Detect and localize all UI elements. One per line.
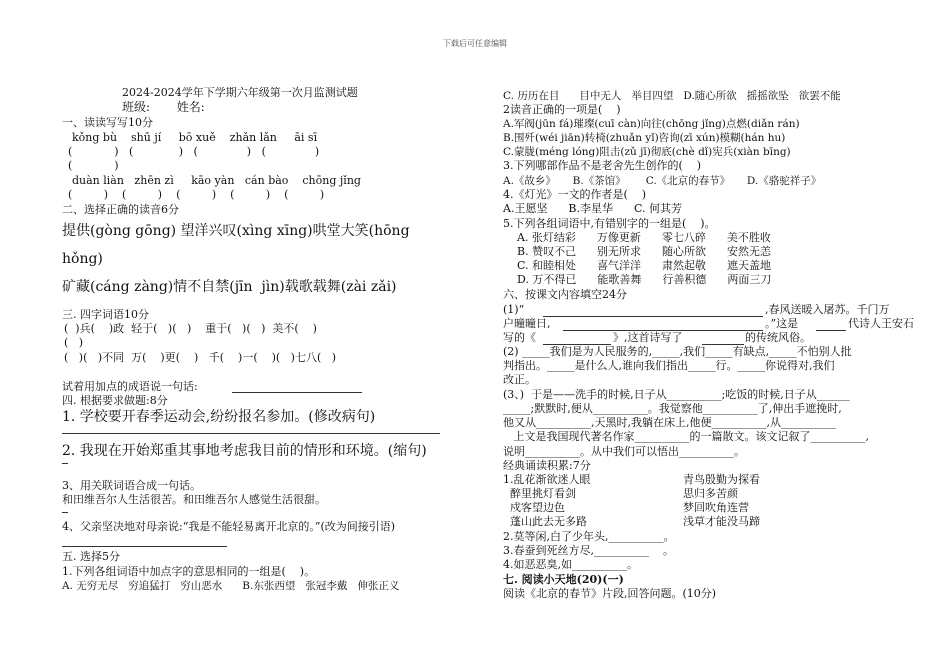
- question-5-1-options: A. 无穷无尽 穷追猛打 穷山恶水 B.东张西望 张冠李戴 伸张正义: [62, 580, 400, 592]
- answer-line: [62, 463, 68, 464]
- q5-5-option-a: A. 张灯结彩 万像更新 零七八碎 美不胜收: [503, 231, 771, 244]
- q5-2-option-c: C.蒙胧(méng lóng)阻击(zǔ jī)彻底(chè dǐ)宪兵(xiàn bīng): [503, 146, 791, 158]
- classics-title: 经典诵读积累:7分: [503, 459, 591, 472]
- q5-4-options: A.王愿坚 B.李星华 C. 何其芳: [503, 202, 682, 215]
- answer-line: [232, 392, 362, 393]
- poem-fill-4: 4.如恶恶臭,如__________。: [503, 558, 638, 571]
- poem-line-left: 醉里挑灯看剑: [503, 487, 576, 500]
- idiom-line-1: ( )兵( )政 轻于( )( ) 重于( )( ) 美不( ): [64, 322, 317, 335]
- fill-6-1-line3: 写的《: [503, 331, 536, 344]
- answer-line: [62, 433, 440, 434]
- question-4-3b: 和田维吾尔人生活很苦。和田维吾尔人感觉生活很甜。: [62, 493, 326, 506]
- poem-fill-3: 3.春蚕到死丝方尽,__________ 。: [503, 544, 674, 557]
- section-6-title: 六、按课文内容填空24分: [503, 288, 627, 301]
- question-5-4: 4.《灯光》一文的作者是( ): [503, 188, 647, 201]
- q5-5-option-d: D. 万不得已 能歌善舞 行善积德 两面三刀: [503, 273, 772, 286]
- fill-6-3-line2: _____;默默时,便从__________。我觉察他__________了,伸出手遮挽时,: [503, 402, 842, 415]
- fill-6-1-line3-end: 的传统风俗。: [745, 331, 811, 344]
- reading-instruction: 阅读《北京的春节》片段,回答问题。(10分): [503, 587, 717, 600]
- question-4-1: 1. 学校要开春季运动会,纷纷报名参加。(修改病句): [62, 409, 376, 425]
- fill-6-3-line3: 他又从__________,天黑时,我躺在床上,他便__________,从__________: [503, 416, 836, 429]
- poem-line-right: 青鸟殷勤为探看: [683, 473, 760, 486]
- section-7-title: 七. 阅读小天地(20)(一): [503, 573, 624, 586]
- fill-6-3-line1: (3、) 于是——洗手的时候,日子从__________;吃饭的时候,日子从______: [503, 388, 850, 401]
- q5-5-option-c: C. 和睦相处 喜气洋洋 肃然起敬 遮天盖地: [503, 259, 771, 272]
- question-5-5: 5.下列各组词语中,有错别字的一组是( )。: [503, 217, 716, 230]
- poem-line-right: 梦回吹角连营: [683, 501, 749, 514]
- answer-line: [62, 512, 68, 513]
- question-4-3: 3、用关联词语合成一句话。: [62, 479, 201, 492]
- fill-6-2-line3: 改正。: [503, 373, 536, 386]
- pronunciation-line-2: 矿藏(cáng zàng)情不自禁(jīn jìn)载歌载舞(zài zǎi): [62, 279, 397, 295]
- section-4-title: 四. 根据要求做题:8分: [62, 394, 168, 407]
- pronunciation-line-1b: hǒng): [62, 251, 103, 267]
- section-5-title: 五. 选择5分: [62, 550, 120, 563]
- poem-line-left: 蓬山此去无多路: [503, 515, 587, 528]
- answer-brackets-row-1: ( ) ( ) ( ) ( ): [68, 145, 320, 158]
- poem-line-left: 戍客望边色: [503, 501, 565, 514]
- poem-line-right: 浅草才能没马蹄: [683, 515, 760, 528]
- idiom-line-1b: ( ): [64, 336, 84, 349]
- header-note: 下载后可任意编辑: [443, 39, 507, 48]
- fill-6-1-line2-mid: 。”这是: [765, 317, 799, 330]
- poem-fill-2: 2.莫等闲,白了少年头,__________。: [503, 530, 675, 543]
- class-name-line: 班级: 姓名:: [122, 100, 205, 114]
- answer-line: [816, 330, 846, 331]
- q5-2-option-a: A.军阀(jūn fá)璀璨(cuī càn)向往(chōng jǐng)点燃(diǎn rán): [503, 118, 800, 130]
- q5-2-option-b: B.围歼(wéi jiān)转椅(zhuǎn yǐ)咨询(zī xún)模糊(hán hu): [503, 132, 786, 144]
- fill-6-1-cont: ,春风送暖入屠苏。千门万: [765, 303, 890, 316]
- idiom-line-2: ( )( )不同 万( )更( ) 千( )一( )( )七八( ): [64, 351, 337, 364]
- pinyin-row-1: kǒng bù shū jí bō xuě zhǎn lǎn āi sī: [72, 131, 318, 144]
- fill-6-2-line1: (2) _____我们是为人民服务的,_____,我们_____有缺点,_____不怕别人批: [503, 345, 852, 358]
- fill-6-1-line2: 户曈曈日,: [503, 317, 551, 330]
- poem-line-right: 思归多苦颜: [683, 487, 738, 500]
- answer-line: [62, 546, 227, 547]
- fill-6-1-line3-mid: 》,这首诗写了: [613, 331, 683, 344]
- question-5-1: 1.下列各组词语中加点字的意思相同的一组是( )。: [62, 565, 316, 578]
- section-1-title: 一、读读写写10分: [62, 116, 153, 129]
- answer-line: [543, 316, 763, 317]
- exam-title: 2024-2024学年下学期六年级第一次月监测试题: [122, 86, 358, 99]
- answer-brackets-row-1b: ( ): [68, 159, 119, 172]
- q5-5-option-b: B. 赞叹不己 别无所求 随心所欲 安然无恙: [503, 245, 772, 258]
- answer-brackets-row-2: ( ) ( ) ( ) ( ) ( ): [68, 188, 325, 201]
- section-2-title: 二、选择正确的读音6分: [62, 203, 179, 216]
- question-5-3: 3.下列哪部作品不是老舍先生创作的( ): [503, 159, 702, 172]
- pinyin-row-2: duàn liàn zhēn zì kāo yàn cán bào chōng jǐng: [72, 174, 361, 187]
- idiom-sentence-prompt: 试着用加点的成语说一句话:: [62, 380, 198, 393]
- poem-line-left: 1.乱花渐欲迷人眼: [503, 473, 591, 486]
- question-5-2: 2读音正确的一项是( ): [503, 103, 621, 116]
- question-4-4: 4、父亲坚决地对母亲说:“我是不能轻易离开北京的。”(改为间接引语): [62, 520, 396, 533]
- fill-6-2-line2: 判指出。_____是什么人,谁向我们指出_____行。_____你说得对,我们: [503, 359, 835, 372]
- q5-1-options-cd: C. 历历在目 目中无人 举目四望 D.随心所欲 摇摇欲坠 欲罢不能: [503, 90, 841, 102]
- question-4-2: 2. 我现在开始郑重其事地考虑我目前的情形和环境。(缩句): [62, 443, 427, 459]
- pronunciation-line-1: 提供(gòng gōng) 望洋兴叹(xìng xīng)哄堂大笑(hōng: [62, 223, 410, 239]
- fill-6-1-start: (1)“: [503, 303, 525, 316]
- fill-6-1-line2-end: 代诗人王安石: [848, 317, 914, 330]
- q5-3-options: A.《故乡》 B.《茶馆》 C.《北京的春节》 D.《骆驼祥子》: [503, 175, 822, 187]
- fill-6-3-line5: 说明__________。从中我们可以悟出__________。: [503, 445, 745, 458]
- fill-6-3-line4: 上文是我国现代著名作家__________的一篇散文。该文记叙了__________,: [503, 430, 869, 443]
- section-3-title: 三. 四字词语10分: [62, 308, 149, 321]
